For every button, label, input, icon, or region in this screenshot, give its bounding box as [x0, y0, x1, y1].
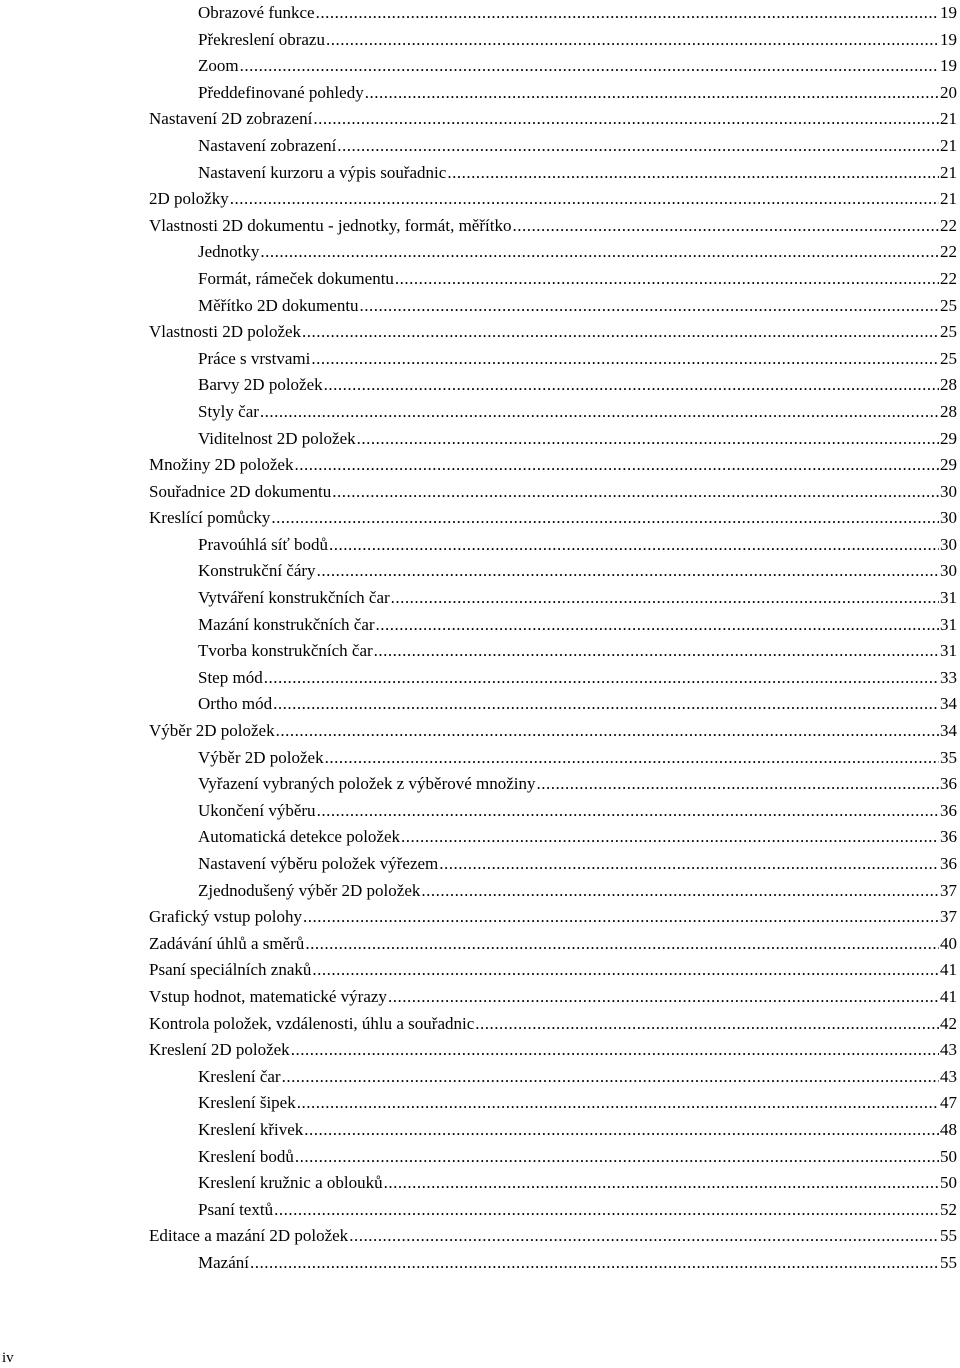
- toc-dot-leader: [329, 532, 939, 559]
- toc-entry[interactable]: [149, 1011, 957, 1038]
- toc-dot-leader: [282, 1064, 939, 1091]
- toc-entry[interactable]: [149, 213, 957, 240]
- toc-entry-title: Vytváření konstrukčních čar: [198, 585, 391, 612]
- toc-entry[interactable]: [149, 80, 957, 107]
- toc-dot-leader: [273, 691, 939, 718]
- toc-entry-title: Obrazové funkce: [198, 0, 316, 27]
- toc-dot-leader: [304, 1117, 939, 1144]
- toc-entry[interactable]: [149, 186, 957, 213]
- toc-entry-title: Kontrola položek, vzdálenosti, úhlu a souřadnic: [149, 1011, 475, 1038]
- toc-entry-title: Editace a mazání 2D položek: [149, 1223, 349, 1250]
- toc-entry[interactable]: [149, 27, 957, 54]
- toc-dot-leader: [291, 1037, 939, 1064]
- toc-dot-leader: [384, 1170, 939, 1197]
- toc-entry[interactable]: [149, 399, 957, 426]
- toc-entry-page: 31: [940, 588, 957, 608]
- toc-entry[interactable]: [149, 771, 957, 798]
- toc-entry-title: Vlastnosti 2D položek: [149, 319, 302, 346]
- toc-entry[interactable]: [149, 851, 957, 878]
- toc-entry[interactable]: [149, 53, 957, 80]
- toc-entry-title: Barvy 2D položek: [198, 372, 324, 399]
- toc-entry-page: 19: [940, 29, 957, 49]
- toc-entry-page: 43: [940, 1066, 957, 1086]
- toc-entry[interactable]: [149, 798, 957, 825]
- toc-entry-page: 19: [940, 56, 957, 76]
- toc-entry[interactable]: [149, 346, 957, 373]
- toc-entry-page: 19: [940, 3, 957, 22]
- toc-entry-title: Nastavení kurzoru a výpis souřadnic: [198, 160, 447, 187]
- toc-entry[interactable]: [149, 1037, 957, 1064]
- toc-entry-page: 28: [940, 401, 957, 421]
- toc-entry-page: 42: [940, 1013, 957, 1033]
- toc-dot-leader: [332, 479, 939, 506]
- toc-entry-title: Kreslení bodů: [198, 1144, 295, 1171]
- toc-entry-title: Tvorba konstrukčních čar: [198, 638, 374, 665]
- toc-entry-page: 35: [940, 747, 957, 767]
- toc-entry[interactable]: [149, 824, 957, 851]
- toc-dot-leader: [311, 346, 939, 373]
- toc-entry-page: 34: [940, 694, 957, 714]
- toc-entry-title: Mazání: [198, 1250, 250, 1277]
- toc-dot-leader: [313, 106, 939, 133]
- toc-entry-page: 25: [940, 322, 957, 342]
- toc-entry-title: Výběr 2D položek: [149, 718, 276, 745]
- toc-entry-title: Pravoúhlá síť bodů: [198, 532, 329, 559]
- toc-dot-leader: [447, 160, 939, 187]
- page-number: iv: [2, 1350, 14, 1366]
- toc-entry[interactable]: [149, 638, 957, 665]
- toc-entry[interactable]: [149, 984, 957, 1011]
- toc-dot-leader: [376, 612, 939, 639]
- toc-entry[interactable]: [149, 931, 957, 958]
- toc-entry[interactable]: [149, 957, 957, 984]
- toc-entry[interactable]: [149, 1223, 957, 1250]
- toc-entry-title: Styly čar: [198, 399, 260, 426]
- toc-entry-page: 50: [940, 1146, 957, 1166]
- toc-entry[interactable]: [149, 1170, 957, 1197]
- toc-entry-title: Automatická detekce položek: [198, 824, 401, 851]
- toc-entry[interactable]: [149, 505, 957, 532]
- toc-entry[interactable]: [149, 452, 957, 479]
- toc-entry-page: 55: [940, 1252, 957, 1272]
- toc-entry-page: 22: [940, 242, 957, 262]
- toc-entry[interactable]: [149, 1144, 957, 1171]
- toc-dot-leader: [260, 399, 939, 426]
- toc-entry-page: 28: [940, 375, 957, 395]
- toc-dot-leader: [357, 426, 939, 453]
- toc-dot-leader: [512, 213, 939, 240]
- toc-entry[interactable]: [149, 718, 957, 745]
- toc-entry[interactable]: [149, 319, 957, 346]
- toc-entry-title: Grafický vstup polohy: [149, 904, 303, 931]
- toc-entry-title: Viditelnost 2D položek: [198, 426, 357, 453]
- toc-entry-title: Souřadnice 2D dokumentu: [149, 479, 332, 506]
- toc-entry-title: Práce s vrstvami: [198, 346, 311, 373]
- toc-dot-leader: [230, 186, 939, 213]
- toc-entry-title: Konstrukční čáry: [198, 558, 317, 585]
- toc-dot-leader: [250, 1250, 939, 1277]
- toc-entry[interactable]: [149, 558, 957, 585]
- toc-entry-page: 20: [940, 82, 957, 102]
- toc-entry-title: Zjednodušený výběr 2D položek: [198, 878, 421, 905]
- toc-entry-title: Mazání konstrukčních čar: [198, 612, 376, 639]
- toc-entry[interactable]: [149, 0, 957, 27]
- toc-entry-page: 43: [940, 1040, 957, 1060]
- toc-entry-page: 37: [940, 907, 957, 927]
- toc-entry[interactable]: [149, 106, 957, 133]
- toc-entry-page: 41: [940, 960, 957, 980]
- toc-entry-page: 30: [940, 481, 957, 501]
- toc-entry[interactable]: [149, 691, 957, 718]
- toc-dot-leader: [360, 293, 939, 320]
- toc-entry-title: Psaní speciálních znaků: [149, 957, 312, 984]
- toc-dot-leader: [325, 745, 939, 772]
- toc-dot-leader: [365, 80, 939, 107]
- toc-dot-leader: [395, 266, 939, 293]
- toc-dot-leader: [312, 957, 939, 984]
- toc-entry[interactable]: [149, 1117, 957, 1144]
- toc-dot-leader: [271, 505, 939, 532]
- toc-entry[interactable]: [149, 266, 957, 293]
- toc-dot-leader: [317, 798, 939, 825]
- toc-entry[interactable]: [149, 1090, 957, 1117]
- toc-entry-title: Psaní textů: [198, 1197, 274, 1224]
- toc-entry-page: 25: [940, 295, 957, 315]
- toc-entry-title: Kreslení kružnic a oblouků: [198, 1170, 384, 1197]
- toc-dot-leader: [240, 53, 939, 80]
- toc-entry[interactable]: [149, 160, 957, 187]
- toc-entry-title: Zadávání úhlů a směrů: [149, 931, 305, 958]
- toc-entry-title: Nastavení 2D zobrazení: [149, 106, 313, 133]
- toc-dot-leader: [349, 1223, 939, 1250]
- toc-dot-leader: [317, 558, 939, 585]
- toc-entry-title: Zoom: [198, 53, 240, 80]
- table-of-contents: [149, 0, 957, 1277]
- toc-entry[interactable]: [149, 133, 957, 160]
- toc-entry-title: Kreslení čar: [198, 1064, 282, 1091]
- toc-dot-leader: [297, 1090, 939, 1117]
- toc-entry[interactable]: [149, 532, 957, 559]
- toc-entry-page: 55: [940, 1226, 957, 1246]
- toc-dot-leader: [260, 239, 939, 266]
- toc-entry-title: Kreslení 2D položek: [149, 1037, 291, 1064]
- toc-entry-page: 29: [940, 428, 957, 448]
- toc-entry[interactable]: [149, 745, 957, 772]
- toc-entry-page: 25: [940, 348, 957, 368]
- toc-entry-page: 34: [940, 721, 957, 741]
- toc-dot-leader: [276, 718, 939, 745]
- toc-dot-leader: [337, 133, 939, 160]
- toc-entry-title: 2D položky: [149, 186, 230, 213]
- toc-entry-title: Nastavení zobrazení: [198, 133, 337, 160]
- toc-entry-title: Vlastnosti 2D dokumentu - jednotky, formát, měřítko: [149, 213, 512, 240]
- toc-entry-page: 47: [940, 1093, 957, 1113]
- toc-entry-title: Překreslení obrazu: [198, 27, 326, 54]
- toc-entry-page: 50: [940, 1173, 957, 1193]
- toc-dot-leader: [302, 319, 939, 346]
- toc-dot-leader: [391, 585, 939, 612]
- toc-entry-page: 36: [940, 827, 957, 847]
- toc-entry-page: 22: [940, 268, 957, 288]
- toc-entry-page: 21: [940, 135, 957, 155]
- toc-entry[interactable]: [149, 878, 957, 905]
- toc-dot-leader: [537, 771, 939, 798]
- toc-entry-title: Výběr 2D položek: [198, 745, 325, 772]
- toc-entry-page: 21: [940, 189, 957, 209]
- toc-entry-page: 40: [940, 933, 957, 953]
- toc-entry[interactable]: [149, 585, 957, 612]
- toc-entry-page: 52: [940, 1199, 957, 1219]
- toc-entry[interactable]: [149, 612, 957, 639]
- toc-dot-leader: [305, 931, 939, 958]
- toc-entry-title: Vstup hodnot, matematické výrazy: [149, 984, 388, 1011]
- toc-entry-title: Ortho mód: [198, 691, 273, 718]
- toc-entry[interactable]: [149, 1197, 957, 1224]
- toc-entry[interactable]: [149, 239, 957, 266]
- toc-entry-page: 30: [940, 534, 957, 554]
- toc-entry-title: Měřítko 2D dokumentu: [198, 293, 360, 320]
- toc-dot-leader: [316, 0, 939, 27]
- toc-entry-page: 30: [940, 561, 957, 581]
- toc-entry-page: 33: [940, 667, 957, 687]
- toc-dot-leader: [388, 984, 939, 1011]
- toc-entry-page: 41: [940, 986, 957, 1006]
- toc-entry[interactable]: [149, 665, 957, 692]
- toc-entry-title: Nastavení výběru položek výřezem: [198, 851, 439, 878]
- toc-entry-title: Kreslení křivek: [198, 1117, 304, 1144]
- toc-entry[interactable]: [149, 426, 957, 453]
- toc-entry-page: 37: [940, 880, 957, 900]
- toc-dot-leader: [303, 904, 939, 931]
- toc-dot-leader: [274, 1197, 939, 1224]
- toc-entry-page: 21: [940, 109, 957, 129]
- toc-entry-title: Množiny 2D položek: [149, 452, 294, 479]
- toc-entry[interactable]: [149, 1064, 957, 1091]
- toc-entry[interactable]: [149, 904, 957, 931]
- toc-entry-page: 31: [940, 641, 957, 661]
- toc-dot-leader: [326, 27, 939, 54]
- toc-entry-title: Předdefinované pohledy: [198, 80, 365, 107]
- toc-dot-leader: [324, 372, 939, 399]
- toc-dot-leader: [374, 638, 939, 665]
- toc-entry[interactable]: [149, 479, 957, 506]
- toc-entry-page: 36: [940, 800, 957, 820]
- toc-entry-page: 21: [940, 162, 957, 182]
- toc-entry[interactable]: [149, 293, 957, 320]
- toc-entry-title: Step mód: [198, 665, 264, 692]
- toc-entry-title: Kreslení šipek: [198, 1090, 297, 1117]
- toc-entry-title: Formát, rámeček dokumentu: [198, 266, 395, 293]
- toc-entry-page: 48: [940, 1119, 957, 1139]
- toc-entry-title: Vyřazení vybraných položek z výběrové množiny: [198, 771, 537, 798]
- toc-entry-page: 31: [940, 614, 957, 634]
- toc-entry-title: Kreslící pomůcky: [149, 505, 271, 532]
- toc-entry-title: Jednotky: [198, 239, 260, 266]
- toc-entry-page: 30: [940, 508, 957, 528]
- toc-dot-leader: [401, 824, 939, 851]
- toc-dot-leader: [295, 1144, 939, 1171]
- toc-entry[interactable]: [149, 1250, 957, 1277]
- toc-entry[interactable]: [149, 372, 957, 399]
- toc-dot-leader: [264, 665, 939, 692]
- toc-entry-page: 36: [940, 854, 957, 873]
- toc-dot-leader: [421, 878, 939, 905]
- toc-entry-page: 22: [940, 215, 957, 235]
- toc-entry-page: 36: [940, 774, 957, 794]
- toc-entry-page: 29: [940, 455, 957, 475]
- toc-dot-leader: [475, 1011, 939, 1038]
- toc-dot-leader: [439, 851, 939, 878]
- toc-dot-leader: [294, 452, 939, 479]
- toc-entry-title: Ukončení výběru: [198, 798, 317, 825]
